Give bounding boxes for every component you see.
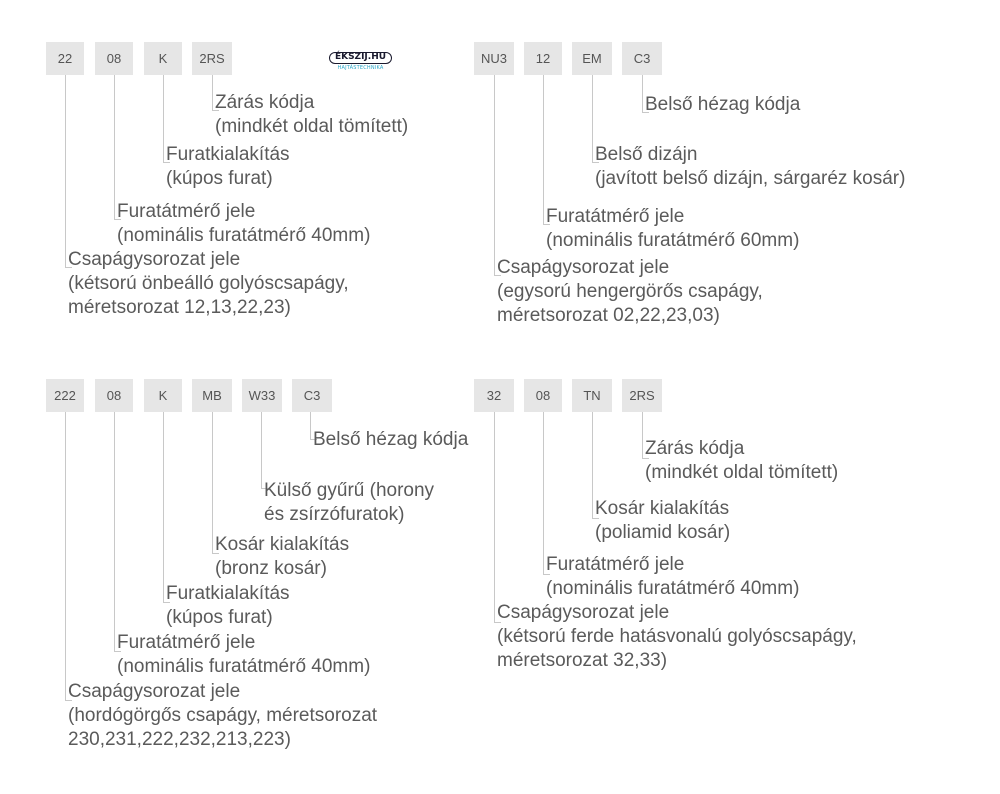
label-title: Furatátmérő jele bbox=[546, 554, 685, 575]
label-title: Furatátmérő jele bbox=[117, 632, 256, 653]
code-box: 22 bbox=[46, 42, 84, 75]
label-internal-clearance bbox=[313, 428, 468, 452]
code-box: 2RS bbox=[192, 42, 232, 75]
label-title: Furatkialakítás bbox=[166, 144, 290, 165]
label-title: Zárás kódja bbox=[645, 438, 745, 459]
label-detail: méretsorozat 12,13,22,23) bbox=[68, 297, 291, 318]
connector-line bbox=[592, 412, 593, 519]
label-title: Belső dizájn bbox=[595, 144, 698, 165]
logo-main-text: ÉKSZIJ.HU bbox=[329, 52, 392, 64]
code-box: 2RS bbox=[622, 379, 662, 412]
label-detail: méretsorozat 32,33) bbox=[497, 650, 668, 671]
label-detail: (poliamid kosár) bbox=[595, 522, 731, 543]
label-detail: (egysorú hengergörős csapágy, bbox=[497, 281, 763, 302]
label-title: Belső hézag kódja bbox=[313, 429, 469, 450]
code-box: EM bbox=[572, 42, 612, 75]
label-internal-clearance bbox=[645, 93, 800, 117]
connector-line bbox=[543, 412, 544, 575]
connector-line bbox=[543, 75, 544, 225]
code-box: 08 bbox=[524, 379, 562, 412]
connector-line bbox=[310, 412, 311, 440]
connector-line bbox=[114, 75, 115, 220]
code-box: 12 bbox=[524, 42, 562, 75]
label-bearing-series bbox=[68, 680, 377, 752]
label-title: Csapágysorozat jele bbox=[497, 257, 670, 278]
label-cage-design bbox=[215, 533, 349, 581]
code-box: TN bbox=[572, 379, 612, 412]
code-box: MB bbox=[192, 379, 232, 412]
connector-line bbox=[163, 75, 164, 163]
label-cage-design bbox=[595, 497, 730, 545]
label-closure-code bbox=[215, 91, 408, 139]
code-box: NU3 bbox=[474, 42, 514, 75]
connector-line bbox=[163, 412, 164, 603]
label-title: Külső gyűrű (horony bbox=[264, 480, 435, 501]
label-bore-diameter bbox=[117, 631, 370, 679]
brand-logo bbox=[329, 52, 392, 72]
label-detail: (kétsorú önbeálló golyóscsapágy, bbox=[68, 273, 349, 294]
label-title: Csapágysorozat jele bbox=[68, 681, 241, 702]
code-box: W33 bbox=[242, 379, 282, 412]
label-detail: (javított belső dizájn, sárgaréz kosár) bbox=[595, 168, 906, 189]
label-bore-diameter bbox=[546, 553, 799, 601]
label-detail: (nominális furatátmérő 60mm) bbox=[546, 230, 800, 251]
label-detail: (kúpos furat) bbox=[166, 168, 273, 189]
connector-line bbox=[261, 412, 262, 489]
label-title: Kosár kialakítás bbox=[595, 498, 730, 519]
code-box: K bbox=[144, 379, 182, 412]
label-title: Zárás kódja bbox=[215, 92, 315, 113]
connector-line bbox=[212, 412, 213, 554]
code-box: C3 bbox=[622, 42, 662, 75]
label-detail: (kúpos furat) bbox=[166, 607, 273, 628]
label-bore-diameter bbox=[546, 205, 799, 253]
connector-line bbox=[114, 412, 115, 652]
label-title: Kosár kialakítás bbox=[215, 534, 350, 555]
connector-line bbox=[65, 75, 66, 268]
code-box: K bbox=[144, 42, 182, 75]
label-detail: (nominális furatátmérő 40mm) bbox=[117, 225, 371, 246]
connector-line bbox=[592, 75, 593, 163]
label-detail: (nominális furatátmérő 40mm) bbox=[546, 578, 800, 599]
label-detail: (kétsorú ferde hatásvonalú golyóscsapágy, bbox=[497, 626, 857, 647]
code-box: 32 bbox=[474, 379, 514, 412]
connector-line bbox=[642, 412, 643, 459]
label-bore-design bbox=[166, 582, 290, 630]
label-title: Csapágysorozat jele bbox=[68, 249, 241, 270]
label-bearing-series bbox=[68, 248, 349, 320]
logo-sub-text: HAJTÁSTECHNIKA bbox=[337, 65, 384, 71]
label-detail: (mindkét oldal tömített) bbox=[645, 462, 839, 483]
connector-line bbox=[494, 412, 495, 623]
label-title: Furatkialakítás bbox=[166, 583, 290, 604]
label-bore-diameter bbox=[117, 200, 370, 248]
label-detail: 230,231,222,232,213,223) bbox=[68, 729, 291, 750]
label-internal-design bbox=[595, 143, 905, 191]
label-detail: (nominális furatátmérő 40mm) bbox=[117, 656, 371, 677]
connector-line bbox=[642, 75, 643, 113]
label-detail: (mindkét oldal tömített) bbox=[215, 116, 409, 137]
code-box: 222 bbox=[46, 379, 84, 412]
label-outer-ring bbox=[264, 479, 434, 527]
label-detail: méretsorozat 02,22,23,03) bbox=[497, 305, 720, 326]
label-title: Furatátmérő jele bbox=[117, 201, 256, 222]
label-detail: (bronz kosár) bbox=[215, 558, 327, 579]
label-closure-code bbox=[645, 437, 838, 485]
label-title: Belső hézag kódja bbox=[645, 94, 801, 115]
code-box: 08 bbox=[95, 42, 133, 75]
label-detail: és zsírzófuratok) bbox=[264, 504, 405, 525]
connector-line bbox=[65, 412, 66, 701]
label-detail: (hordógörgős csapágy, méretsorozat bbox=[68, 705, 378, 726]
code-box: 08 bbox=[95, 379, 133, 412]
label-bore-design bbox=[166, 143, 290, 191]
connector-line bbox=[494, 75, 495, 276]
connector-line bbox=[212, 75, 213, 111]
label-bearing-series bbox=[497, 601, 857, 673]
code-box: C3 bbox=[292, 379, 332, 412]
label-bearing-series bbox=[497, 256, 763, 328]
label-title: Furatátmérő jele bbox=[546, 206, 685, 227]
label-title: Csapágysorozat jele bbox=[497, 602, 670, 623]
